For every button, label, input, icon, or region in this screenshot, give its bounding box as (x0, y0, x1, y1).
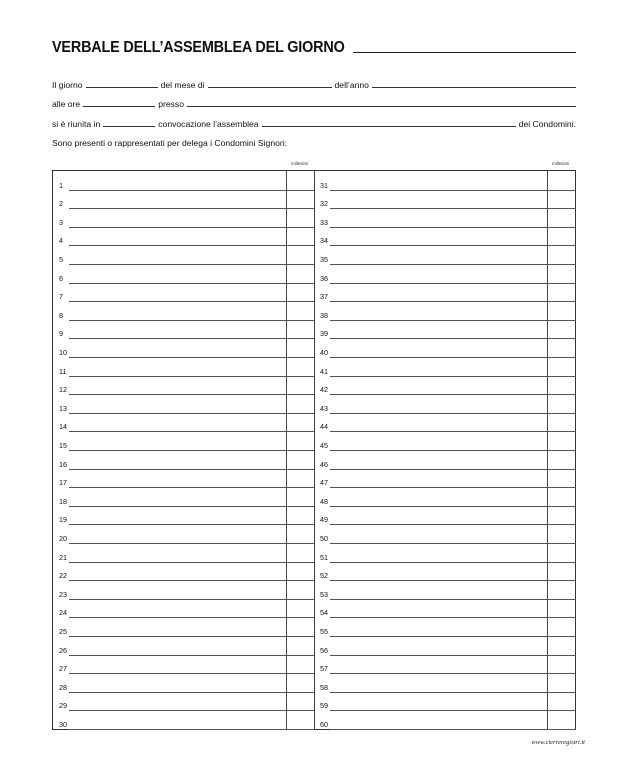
table-row (314, 209, 576, 228)
row-number: 39 (320, 329, 328, 339)
row-number: 30 (59, 719, 67, 729)
table-row (314, 544, 576, 563)
mese-field[interactable] (208, 87, 332, 88)
row-number: 19 (59, 515, 67, 525)
table-row (314, 507, 576, 526)
row-number: 2 (59, 199, 63, 209)
millesimi-field[interactable] (547, 729, 576, 730)
row-number: 9 (59, 329, 63, 339)
table-row (314, 525, 576, 544)
giorno-field[interactable] (86, 87, 158, 88)
millesimi-field[interactable] (286, 729, 314, 730)
anno-field[interactable] (372, 87, 576, 88)
row-number: 52 (320, 571, 328, 581)
giorno-label: Il giorno (52, 80, 83, 90)
table-row (53, 507, 314, 526)
left-column (53, 171, 314, 731)
row-number: 20 (59, 533, 67, 543)
table-row (53, 395, 314, 414)
row-number: 23 (59, 589, 67, 599)
table-row (314, 228, 576, 247)
row-number: 57 (320, 664, 328, 674)
table-row (314, 563, 576, 582)
row-number: 21 (59, 552, 67, 562)
table-row (53, 339, 314, 358)
table-row (53, 414, 314, 433)
row-number: 48 (320, 496, 328, 506)
row-number: 7 (59, 292, 63, 302)
row-number: 53 (320, 589, 328, 599)
row-number: 47 (320, 478, 328, 488)
row-number: 43 (320, 403, 328, 413)
row-number: 51 (320, 552, 328, 562)
row-number: 16 (59, 459, 67, 469)
table-row (314, 191, 576, 210)
anno-label: dell’anno (334, 80, 369, 90)
table-row (314, 432, 576, 451)
table-row (53, 451, 314, 470)
mese-label: del mese di (160, 80, 205, 90)
table-row (53, 228, 314, 247)
table-row (53, 637, 314, 656)
table-row (314, 358, 576, 377)
table-row (314, 265, 576, 284)
riunita-label: si è riunita in (52, 119, 101, 129)
row-number: 1 (59, 180, 63, 190)
table-row (53, 600, 314, 619)
row-number: 35 (320, 254, 328, 264)
table-row (53, 693, 314, 712)
condomino-name-field[interactable] (69, 729, 286, 730)
table-row (314, 414, 576, 433)
row-number: 49 (320, 515, 328, 525)
table-row (314, 581, 576, 600)
row-number: 13 (59, 403, 67, 413)
table-row (53, 656, 314, 675)
row-number: 56 (320, 645, 328, 655)
presso-label: presso (158, 99, 184, 109)
ore-label: alle ore (52, 99, 81, 109)
table-row (53, 544, 314, 563)
date-row (52, 78, 576, 90)
row-number: 29 (59, 701, 67, 711)
table-row (314, 172, 576, 191)
title-row (52, 38, 576, 56)
table-row (53, 321, 314, 340)
row-number: 59 (320, 701, 328, 711)
table-row (314, 395, 576, 414)
row-number: 50 (320, 533, 328, 543)
table-row (53, 358, 314, 377)
table-row (53, 377, 314, 396)
row-number: 27 (59, 664, 67, 674)
row-number: 8 (59, 310, 63, 320)
table-row (314, 470, 576, 489)
row-number: 25 (59, 626, 67, 636)
row-number: 32 (320, 199, 328, 209)
table-row (314, 693, 576, 712)
row-number: 31 (320, 180, 328, 190)
row-number: 54 (320, 608, 328, 618)
row-number: 24 (59, 608, 67, 618)
table-row (314, 284, 576, 303)
table-row (314, 656, 576, 675)
row-number: 34 (320, 236, 328, 246)
date-blank-line[interactable] (353, 51, 576, 53)
right-column (314, 171, 576, 731)
assemblea-field[interactable] (262, 126, 516, 127)
row-number: 44 (320, 422, 328, 432)
row-number: 41 (320, 366, 328, 376)
row-number: 12 (59, 385, 67, 395)
table-row (314, 618, 576, 637)
table-row (53, 470, 314, 489)
table-row (53, 265, 314, 284)
row-number: 55 (320, 626, 328, 636)
place-row (52, 97, 576, 109)
table-row (53, 302, 314, 321)
row-number: 3 (59, 217, 63, 227)
millesimi-header-right: millesimi (552, 161, 570, 166)
row-number: 42 (320, 385, 328, 395)
table-row (53, 246, 314, 265)
ore-field[interactable] (83, 106, 155, 107)
table-row (53, 284, 314, 303)
row-number: 11 (59, 366, 67, 376)
table-row (314, 321, 576, 340)
table-row (314, 302, 576, 321)
condomino-name-field[interactable] (330, 729, 547, 730)
row-number: 4 (59, 236, 63, 246)
table-row (314, 339, 576, 358)
table-row (53, 525, 314, 544)
row-number: 36 (320, 273, 328, 283)
row-number: 5 (59, 254, 63, 264)
table-row (53, 581, 314, 600)
document-title: VERBALE DELL’ASSEMBLEA DEL GIORNO (52, 39, 345, 56)
table-row (53, 618, 314, 637)
present-subtitle: Sono presenti o rappresentati per delega i Condomini Signori: (52, 138, 288, 148)
table-row (53, 172, 314, 191)
row-number: 40 (320, 347, 328, 357)
attendees-table (52, 170, 576, 730)
row-number: 10 (59, 347, 67, 357)
table-row (53, 711, 314, 730)
row-number: 14 (59, 422, 67, 432)
table-row (53, 209, 314, 228)
row-number: 17 (59, 478, 67, 488)
row-number: 46 (320, 459, 328, 469)
table-row (314, 451, 576, 470)
table-row (314, 674, 576, 693)
row-number: 58 (320, 682, 328, 692)
row-number: 37 (320, 292, 328, 302)
table-row (53, 191, 314, 210)
presso-field[interactable] (187, 106, 576, 107)
table-row (53, 432, 314, 451)
row-number: 45 (320, 440, 328, 450)
table-row (53, 563, 314, 582)
publisher-url: www.cierreregistri.it (531, 739, 585, 746)
row-number: 33 (320, 217, 328, 227)
row-number: 38 (320, 310, 328, 320)
condomini-label: dei Condomini. (518, 119, 576, 129)
table-row (314, 711, 576, 730)
convocazione-label: convocazione l’assemblea (158, 119, 259, 129)
table-row (53, 488, 314, 507)
millesimi-header-left: millesimi (291, 161, 309, 166)
table-row (53, 674, 314, 693)
row-number: 6 (59, 273, 63, 283)
row-number: 26 (59, 645, 67, 655)
convocation-row (52, 117, 576, 129)
table-row (314, 246, 576, 265)
table-row (314, 600, 576, 619)
row-number: 28 (59, 682, 67, 692)
table-row (314, 377, 576, 396)
convocazione-field[interactable] (103, 126, 155, 127)
row-number: 22 (59, 571, 67, 581)
row-number: 18 (59, 496, 67, 506)
table-row (314, 488, 576, 507)
row-number: 15 (59, 440, 67, 450)
table-row (314, 637, 576, 656)
row-number: 60 (320, 719, 328, 729)
